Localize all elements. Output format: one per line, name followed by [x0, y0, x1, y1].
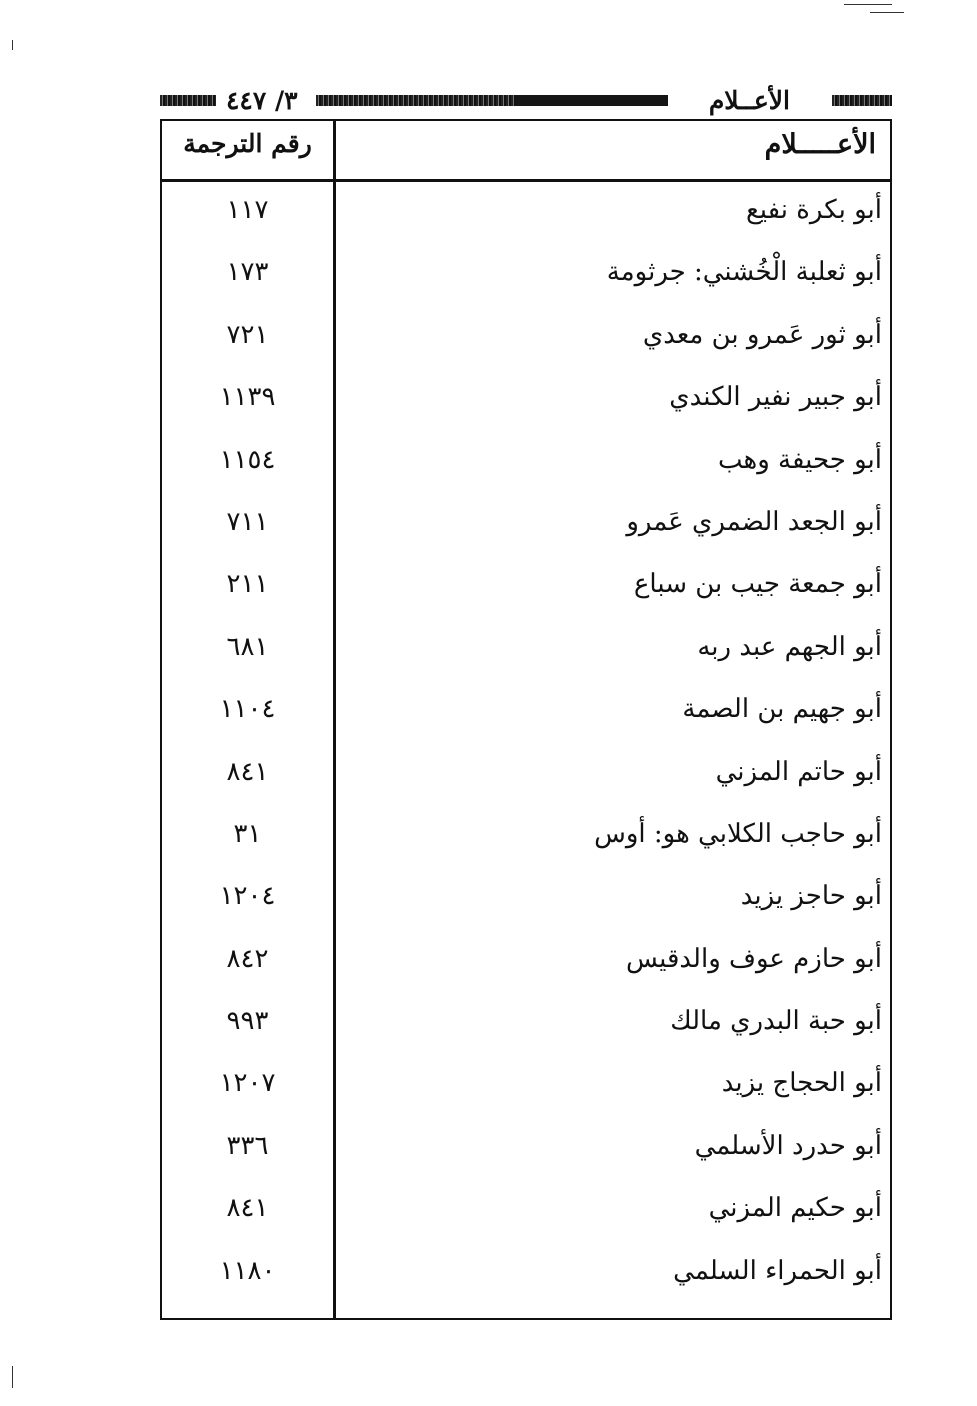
table-header-row — [162, 121, 890, 182]
table-row — [162, 435, 890, 497]
entry-number: ٣١ — [233, 818, 262, 849]
entry-number: ٩٩٣ — [226, 1006, 269, 1037]
running-title: الأعــلام — [708, 86, 790, 115]
name-column-header: الأعـــــلام — [764, 129, 876, 160]
entry-name: أبو ثور عَمرو بن معدي — [642, 319, 882, 350]
table-row — [162, 1246, 890, 1308]
table-row — [162, 871, 890, 933]
entry-name: أبو الحجاج يزيد — [721, 1068, 882, 1099]
entry-number: ٨٤١ — [226, 1193, 269, 1224]
entry-name: أبو حاجب الكلابي هو: أوس — [594, 818, 882, 849]
table-row — [162, 747, 890, 809]
scan-mark-top — [844, 4, 892, 5]
entry-name: أبو حاتم المزني — [715, 756, 882, 787]
table-row — [162, 372, 890, 434]
entry-number: ٧١١ — [226, 506, 269, 537]
table-row — [162, 310, 890, 372]
table-row — [162, 996, 890, 1058]
entry-number: ١٢٠٧ — [219, 1068, 276, 1099]
entry-number: ١٢٠٤ — [219, 881, 276, 912]
entry-name: أبو بكرة نفيع — [745, 195, 882, 225]
table-row — [162, 559, 890, 621]
header-rule-right — [832, 95, 892, 106]
entry-number: ١١٧ — [226, 195, 269, 225]
entry-number: ٣٣٦ — [226, 1130, 269, 1161]
entry-name: أبو ثعلبة الْخُشني: جرثومة — [606, 257, 882, 288]
header-rule-middle — [316, 95, 516, 106]
entry-name: أبو الجعد الضمري عَمرو — [626, 506, 882, 537]
header-rule-middle-dark — [516, 95, 668, 106]
table-row — [162, 1121, 890, 1183]
entry-number: ٢١١ — [226, 569, 269, 600]
entry-name: أبو جمعة جيب بن سباع — [633, 569, 882, 600]
entry-number: ١١٠٤ — [219, 694, 276, 725]
entry-name: أبو الجهم عبد ربه — [697, 631, 882, 662]
entry-number: ٧٢١ — [226, 319, 269, 350]
table-row — [162, 247, 890, 309]
entry-name: أبو الحمراء السلمي — [673, 1255, 882, 1286]
table-row — [162, 185, 890, 247]
table-row — [162, 1058, 890, 1120]
table-row — [162, 622, 890, 684]
scan-mark-top-small — [870, 12, 904, 13]
entry-name: أبو حازم عوف والدقيس — [625, 943, 882, 974]
entry-number: ٦٨١ — [226, 631, 269, 662]
header-rule-left — [160, 95, 216, 106]
page-reference: ٣/ ٤٤٧ — [226, 86, 298, 115]
table-row — [162, 809, 890, 871]
entry-number: ١١٥٤ — [219, 444, 276, 475]
table-body — [162, 185, 890, 1308]
index-table — [160, 119, 892, 1320]
entry-number: ١٧٣ — [226, 257, 269, 288]
entry-name: أبو حكيم المزني — [708, 1193, 882, 1224]
table-row — [162, 1183, 890, 1245]
entry-name: أبو جهيم بن الصمة — [682, 694, 882, 725]
entry-number: ١١٨٠ — [219, 1255, 276, 1286]
table-row — [162, 684, 890, 746]
number-column-header: رقم الترجمة — [183, 129, 312, 158]
entry-number: ٨٤١ — [226, 756, 269, 787]
scan-mark-left — [12, 40, 13, 50]
running-header — [160, 84, 892, 118]
entry-name: أبو جبير نفير الكندي — [669, 382, 882, 413]
entry-name: أبو جحيفة وهب — [717, 444, 882, 475]
scan-mark-bottom-left — [12, 1366, 13, 1388]
entry-name: أبو حبة البدري مالك — [670, 1006, 882, 1037]
table-row — [162, 497, 890, 559]
entry-name: أبو حدرد الأسلمي — [694, 1130, 882, 1161]
entry-name: أبو حاجز يزيد — [740, 881, 882, 912]
entry-number: ١١٣٩ — [219, 382, 276, 413]
table-row — [162, 934, 890, 996]
entry-number: ٨٤٢ — [226, 943, 269, 974]
